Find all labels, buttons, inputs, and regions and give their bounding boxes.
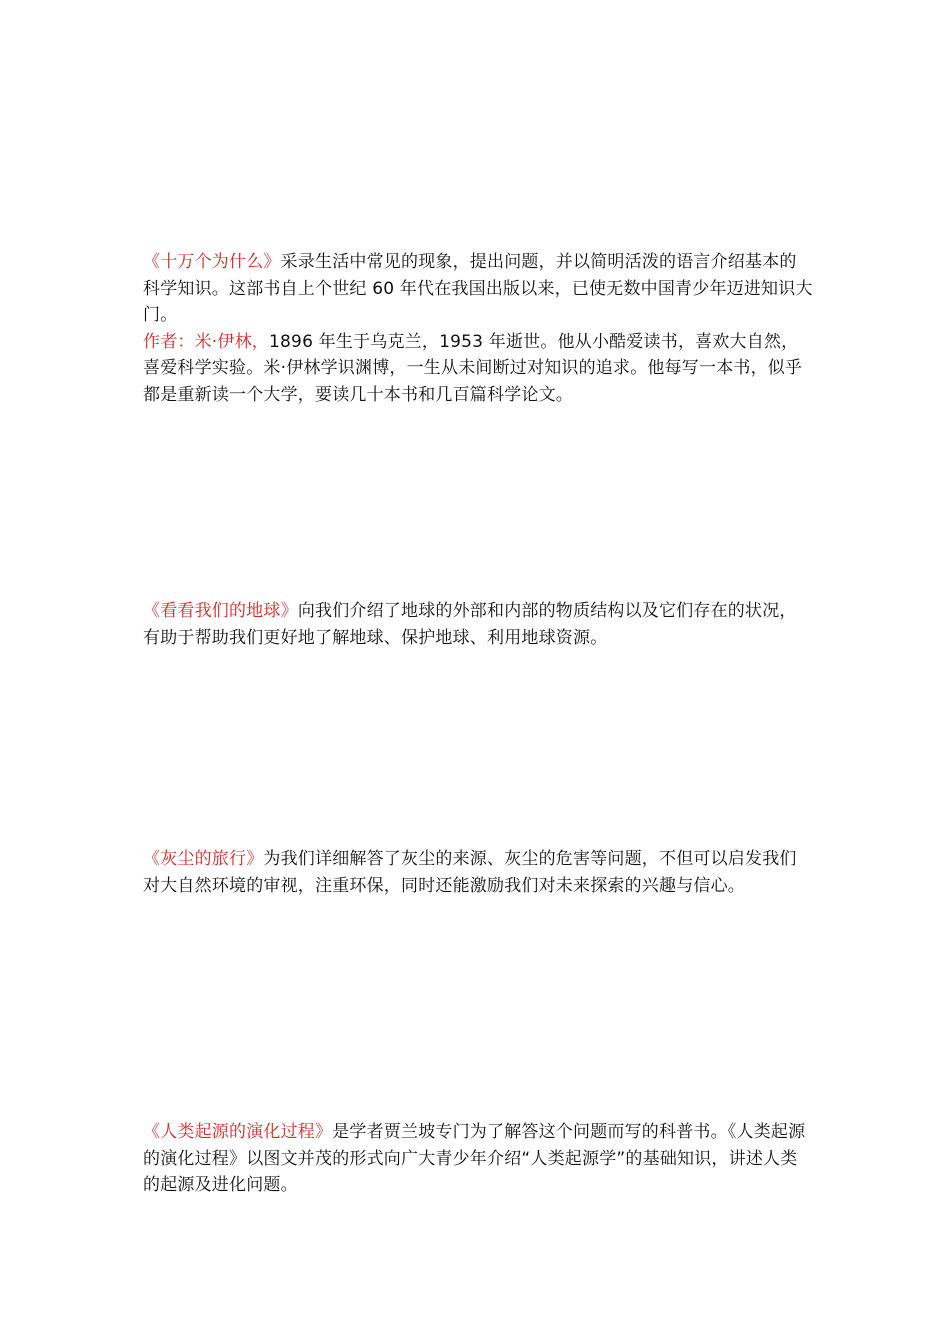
book-description: 采录生活中常见的现象，提出问题，并以简明活泼的语言介绍基本的科学知识。这部书自上个世纪 60 年代在我国出版以来，已使无数中国青少年迈进知识大门。 bbox=[143, 252, 813, 325]
book-title: 《人类起源的演化过程》 bbox=[143, 1122, 333, 1142]
book-description: 为我们详细解答了灰尘的来源、灰尘的危害等问题，不但可以启发我们对大自然环境的审视，注重环保，同时还能激励我们对未来探索的兴趣与信心。 bbox=[143, 849, 797, 896]
book-entry-huichendelvxing bbox=[143, 846, 813, 899]
book-intro-paragraph bbox=[143, 598, 813, 651]
book-entry-kankanwomendediqiu bbox=[143, 598, 813, 651]
book-description: 是学者贾兰坡专门为了解答这个问题而写的科普书。《人类起源的演化过程》以图文并茂的形式向广大青少年介绍“人类起源学”的基础知识，讲述人类的起源及进化问题。 bbox=[143, 1122, 806, 1195]
author-label: 作者：米·伊林， bbox=[143, 331, 270, 352]
author-bio: 1896 年生于乌克兰，1953 年逝世。他从小酷爱读书，喜欢大自然，喜爱科学实验。米·伊林学识渊博，一生从未间断过对知识的追求。他每写一本书，似乎都是重新读一个大学，要读几十本书和几百篇科学论文。 bbox=[143, 331, 803, 405]
book-intro-paragraph bbox=[143, 1119, 813, 1199]
book-title: 《看看我们的地球》 bbox=[143, 601, 298, 621]
book-entry-renleiqiyuan bbox=[143, 1119, 813, 1199]
book-title: 《十万个为什么》 bbox=[143, 252, 281, 272]
author-paragraph bbox=[143, 329, 813, 409]
book-title: 《灰尘的旅行》 bbox=[143, 849, 264, 869]
book-entry-shiwangeweishenme bbox=[143, 249, 813, 408]
book-intro-paragraph bbox=[143, 249, 813, 329]
book-description: 向我们介绍了地球的外部和内部的物质结构以及它们存在的状况，有助于帮助我们更好地了解地球、保护地球、利用地球资源。 bbox=[143, 601, 797, 648]
book-intro-paragraph bbox=[143, 846, 813, 899]
